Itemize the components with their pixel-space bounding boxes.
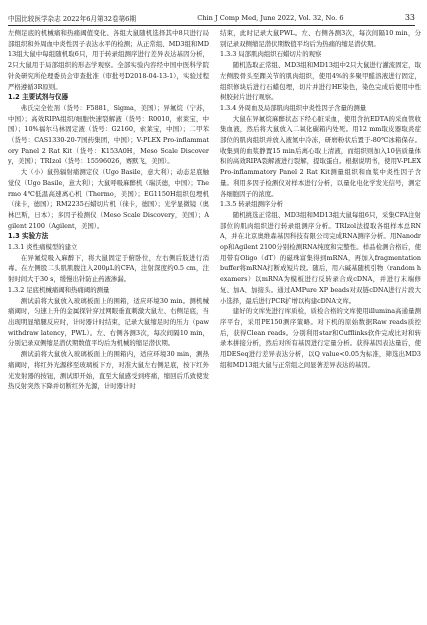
journal-title-cn: 中国比较医学杂志 2022年6月第32卷第6期 [8, 14, 136, 23]
paragraph: 随机选取正常组、MD3组和MD13组中2只大鼠进行灌流固定，取左侧股骨头至踝关节的肌肉组织，使用4%的多聚甲醛溶液进行固定，组织修块后进行石蜡包埋，切片并进行HE染色，染色完成后使用中性树胶封片进行观察。 [220, 61, 421, 102]
subsection-heading: 1.3.5 转录组测序分析 [220, 200, 284, 209]
section-heading: 1.3 实验方法 [8, 232, 49, 241]
paragraph: 建好的文库先进行库质检，质检合格的文库使用illumina高通量测序平台，采用PE150测序策略。对下机的原始数据Raw reads质控后，获得Clean reads。分别利用star和Cufflinks软件完成比对和转录本拼接分析，然后对所有基因进行定量分析。获得基因表达量后，使用DESeq进行差异表达分析，以Q value<0.05为标准，筛选出MD3组和MD13组大鼠与正常组之间显著差异表达的基因。 [220, 307, 421, 369]
header-rule [8, 25, 415, 26]
paragraph: 结束，此时记录大鼠PWL。左、右侧各测3次，每次间隔10 min，分别记录双侧缩足潜伏期数值平均后为热痛的缩足潜伏期。 [220, 29, 421, 48]
paragraph: 在异氟烷吸入麻醉下，将大鼠固定于俯卧位，左右侧后肢进行消毒。在左侧股二头肌肌腹注入200μL的CFA，注射深度约0.5 cm，注射时间大于30 s，缓慢出针防止药液渗漏。 [8, 253, 209, 284]
subsection-heading: 1.3.4 外周血及局部肌肉组织中炎性因子含量的测量 [220, 103, 367, 112]
journal-title-en: Chin J Comp Med, June 2022, Vol. 32, No. 6 [197, 13, 344, 22]
page-number: 33 [404, 13, 415, 22]
running-header [8, 11, 415, 24]
paragraph: 大（小）鼠热辐射痛测定仪（Ugo Basile，意大利）；动态足底触觉仪（Ugo Basile，意大利）；大鼠呼吸麻醉机（瑞沃德，中国）；Thermo 4℃低温高速离心机（Thermo，美国）；EG1150H组织包埋机（徕卡，德国）；RM2235石蜡切片机（徕卡，德国）；光学显微镜（奥林巴斯，日本）；多因子检测仪（Meso Scale Discovery，美国）；Agilent 2100（Agilent，美国）。 [8, 168, 209, 230]
paragraph: 随机挑选正常组、MD3组和MD13组大鼠每组6只，采集CFA注射部位的肌肉组织进行转录组测序分析。TRIzol法提取各组样本总RNA，并在北京奥维森基因科技有限公司完成RNA测序分析。用Nanodrop和Agilent 2100分别检测RNA纯度和完整性。样品检测合格后，使用带有Oligo（dT）的磁珠富集得到mRNA，再加入fragmentation buffer将mRNA打断成短片段。随后，用六碱基随机引物（random hexamers）以mRNA为模板进行反转录合成cDNA，并进行末端修复、加A、加接头。通过AMPure XP beads对双链cDNA进行片段大小选择，最后进行PCR扩增以构建cDNA文库。 [220, 210, 421, 305]
paragraph: 测试前将大鼠放入玻璃板面上的围箱，适应环境30 min。测机械痛阈时，匀速上升的金属探针穿过网眼垂直刺激大鼠左、右侧足底，当出现明显缩腿反应时，计时器计时结束，记录大鼠缩足时的压力（paw withdraw latency，PWL）。左、右侧各测3次，每次间隔10 min，分别记录双侧缩足潜伏期数值平均后为机械的缩足潜伏期。 [8, 296, 209, 348]
paragraph: 大鼠在异氟烷麻醉状态下经心脏采血，使用含抗EDTA的采血管收集血液，然后将大鼠放入二氧化碳箱内处死。用12 mm取皮器取炎症部位的肌肉组织并放入液氮中冷冻，研磨粉状后置于-80℃冰箱保存。收集到的血浆静置15 min后离心取上清液，而组织则加入10倍质量体积的高效RIPA裂解液进行裂解，提取蛋白。根据说明书，使用V-PLEX Pro-inflammatory Panel 2 Rat Kit测量组织和血浆中炎性因子含量。利用多因子检测仪对样本进行分析，以量化电化学发光信号，测定各细胞因子的浓度。 [220, 114, 421, 198]
subsection-heading: 1.3.3 局部肌肉组织石蜡切片的观察 [220, 50, 322, 59]
paragraph: 左侧足底的机械痛和热痛阈值变化、各组大鼠随机选择其中8只进行局部组织和外周血中炎性因子表达水平的检测；从正常组、MD3组和MD13组大鼠中每组随机取6只，用于转录组测序进行差异表达基因分析，2只大鼠用于局部组织的形态学观察。全部实验内容经中国中医科学院针灸研究所伦理委员会审查批准（审批号D2018-04-13-1），实验过程严格遵循3R原则。 [8, 29, 209, 91]
subsection-heading: 1.3.2 足底机械痛阈和热痛阈的测量 [8, 285, 110, 294]
subsection-heading: 1.3.1 炎性痛模型的建立 [8, 243, 78, 252]
paragraph: 测试前将大鼠放入玻璃板面上的围箱内，适应环境30 min，测热痛阈时，将红外光源移至玻璃板下方，对准大鼠左右侧足底，按下红外光发射器的按钮，测试即开始，直至大鼠感受到疼痛，缩回后爪致使发热反射突然下降并切断红外光源，计时器计时 [8, 350, 209, 391]
left-column [8, 28, 209, 620]
section-heading: 1.2 主要试剂与仪器 [8, 93, 69, 102]
right-column [220, 28, 421, 620]
paragraph: 弗氏完全佐剂（货号：F5881，Sigma，美国）；异氟烷（宁苏，中国）；高效RIPA组织/细胞快速裂解液（货号：R0010，索莱宝，中国）；10%福尔马林固定液（货号：G2160，索莱宝，中国）；二甲苯（货号：CAS1330-20-7国药集团，中国）；V-PLEX Pro-inflammatory Panel 2 Rat Kit（货号：K153A0H，Meso Scale Discovery，美国）；TRIzol（货号：15596026，赛默飞，美国）。 [8, 103, 209, 166]
